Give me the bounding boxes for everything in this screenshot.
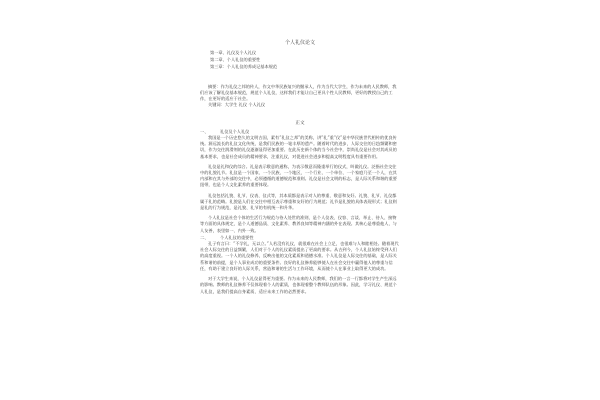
section-heading-text: 个人礼仪的重要性: [220, 234, 254, 240]
paragraph: 个人礼仪是社会个体的生活行为规范与待人处世的准则，是个人仪表、仪容、言谈、举止、待人、接物等方面的具体规定，是个人道德品质、文化素养、教养良知等精神内涵的外在表现。其核心是尊重他人、与人友善，表里如一、内外一致。: [200, 215, 397, 233]
section-heading-text: 礼仪及个人礼仪: [220, 128, 250, 134]
section-1: [200, 129, 400, 234]
paragraph: 礼仪包括礼貌、礼节、仪表、仪式等，其本质都是表示对人的尊重、敬意和友好。礼貌、礼节、礼仪都属于礼的范畴。礼貌是人们在交往中相互表示尊重和友好的行为规范；礼节是礼貌的具体表现形式；礼仪则是礼的行为规范，是礼貌、礼节的有机统一和升华。: [200, 192, 397, 211]
document-title: 个人礼仪论文: [284, 40, 315, 46]
toc-item: 第三章：个人礼仪的养成记基本规范: [210, 63, 278, 69]
table-of-contents: [210, 50, 400, 70]
body-title: 正文: [295, 120, 305, 126]
toc-item: 第二章、个人礼仪的重要性: [210, 56, 261, 62]
abstract-block: [200, 84, 400, 109]
toc-item: 第一章、礼仪及个人礼仪: [210, 50, 257, 56]
section-number: 二、: [200, 234, 209, 240]
paragraph: 礼仪是礼和仪的综合。礼是表示敬意的通称，为表示敬意而隆重举行的仪式，叫做礼仪。泛指社会交往中的礼貌礼节。礼仪是一个国家、一个民族、一个地区，一个行业、一个单位、一个家庭乃至一个人，在其内部和在其与外部的交往中，必须遵循的道德规范和准则。礼仪是社会文明的标志，是人际关系和谐的重要纽带，也是个人文化素养的重要体现。: [200, 163, 397, 188]
abstract-text: 摘要：作为礼仪之邦的传人，作文中华民族复兴的继承人，作为当代大学生，作为未来的人民教师，我们应该了解礼仪基本规范，规范个人礼仪，这样我们才能让自己更具个性人民教师，更好的教授自己的工作，在更好的适应于社会。: [200, 83, 397, 102]
paragraph: 对于大学生来说，个人礼仪显得更为重要。作为未来的人民教师，我们的一言一行都将对学生产生深远的影响。教师的礼仪修养不仅体现着个人的素质，也体现着整个教师队伍的形象。因此，学习礼仪、规范个人礼仪，是我们提高自身素质、适应未来工作的必然要求。: [200, 276, 397, 294]
paragraph: 我国是一个历史悠久的文明古国，素有“礼仪之邦”的美称，讲“礼”重“仪”是中华民族世代相传的优良传统。源远流长的礼仪文化传统，是我们民族的一笔丰厚的遗产。随着时代的进步，人际交往的日趋频繁和密切，作为交往润滑剂的礼仪逐渐显得更加重要。在此历史新个体的当今社会中，崇尚礼仪是社会对其成员的基本要求，也是社会成员的精神要求，注重礼仪，对促进社会进步和提高文明程度具有重要作用。: [200, 135, 397, 159]
section-2: [200, 235, 400, 295]
keywords-line: 关键词：大学生 礼仪 个人礼仪: [208, 102, 266, 108]
paragraph: 孔子有言曰：“不学礼，无以立。”人若没有礼仪，就很难在社会上立足，也很难与人和睦相处。随着现代社会人际交往的日益频繁，人们对于个人的礼仪素质提出了更高的要求。从古到今，个人礼仪始终受到人们的高度重视。一个人的礼仪修养，反映出他的文化素质和道德水准。个人礼仪是人际交往的基础，是人际关系和谐的前提，是个人事业成功的重要条件。良好的礼仪修养能够使人在社会交往中赢得他人的尊重与信任，有助于建立良好的人际关系，营造和谐的生活与工作环境，从而使个人在事业上取得更大的成功。: [200, 241, 399, 271]
section-number: 一、: [200, 128, 209, 134]
document-body: [200, 40, 400, 295]
